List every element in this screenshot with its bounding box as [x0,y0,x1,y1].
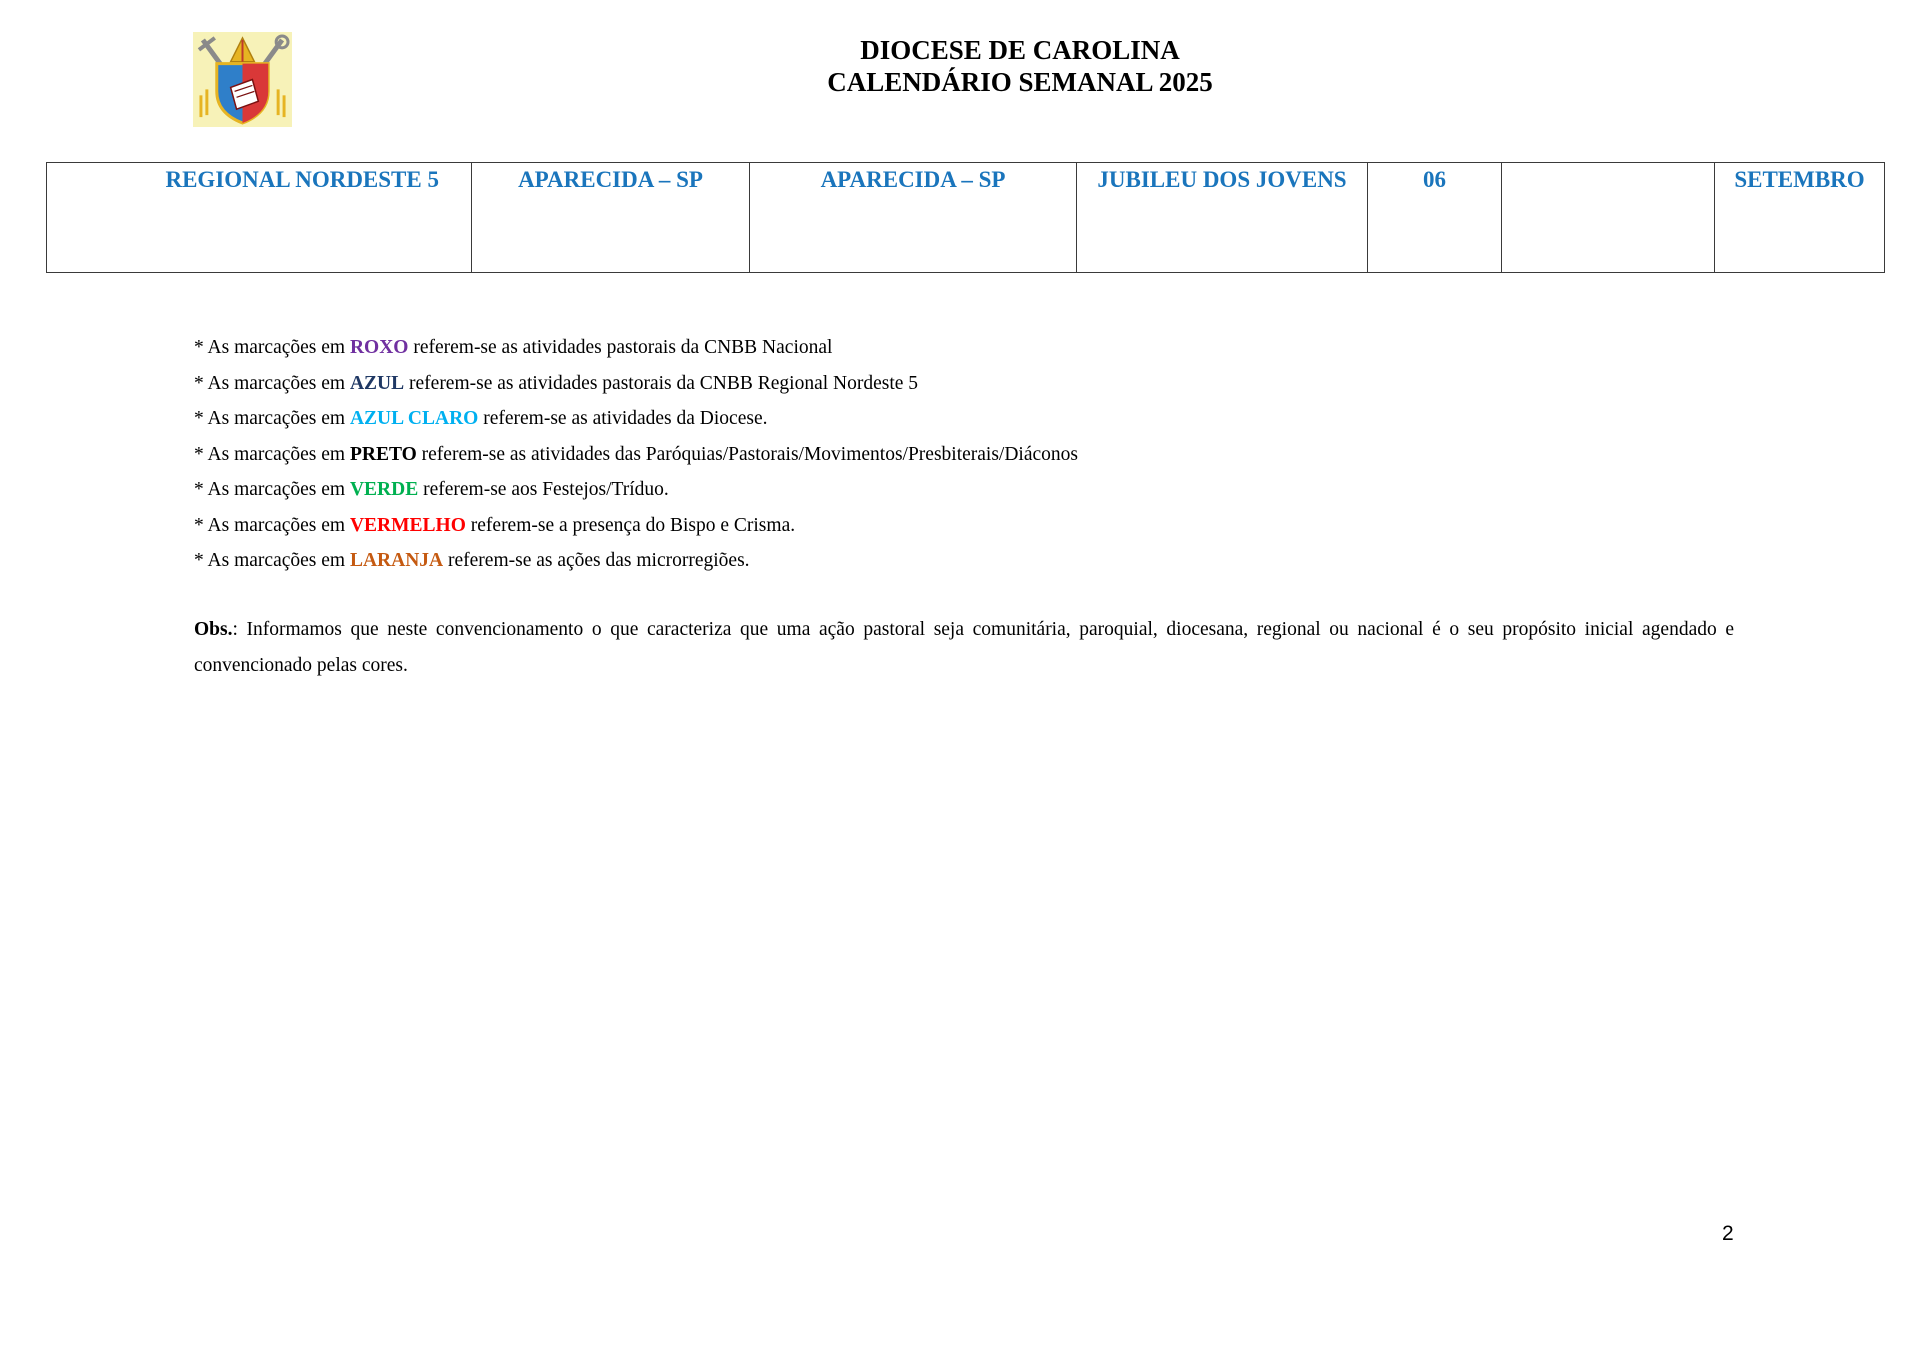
document-header [770,34,1270,98]
legend-line-vermelho [194,508,1754,544]
legend-suffix: referem-se a presença do Bispo e Crisma. [465,514,796,536]
observation-note [194,612,1734,683]
diocese-coat-of-arms-icon [193,32,292,127]
legend-prefix: * As marcações em [194,479,350,500]
legend-keyword: AZUL [349,372,405,394]
legend-keyword: ROXO [349,337,409,358]
legend-prefix: * As marcações em [194,550,350,571]
legend-prefix: * As marcações em [194,443,350,465]
obs-label: Obs. [194,619,233,640]
color-legend [194,330,1754,579]
legend-prefix: * As marcações em [194,372,350,394]
page-number: 2 [1722,1222,1734,1245]
legend-prefix: * As marcações em [194,514,350,536]
legend-line-verde [194,472,1754,508]
legend-line-azul [194,366,1754,402]
legend-line-laranja [194,543,1754,579]
event-location-cell: APARECIDA – SP [750,163,1077,273]
legend-keyword: AZUL CLARO [349,408,479,429]
event-day-cell: 06 [1368,163,1502,273]
event-location-cell: APARECIDA – SP [472,163,750,273]
legend-suffix: referem-se as atividades pastorais da CNBB Nacional [408,337,833,358]
legend-line-azul-claro [194,401,1754,437]
legend-suffix: referem-se as ações das microrregiões. [443,550,750,571]
event-table [46,162,1885,273]
legend-suffix: referem-se as atividades da Diocese. [478,408,768,429]
legend-line-roxo [194,330,1754,366]
legend-prefix: * As marcações em [194,408,350,429]
event-empty-cell [1502,163,1715,273]
obs-text: : Informamos que neste convencionamento o que caracteriza que uma ação pastoral seja comunitária, paroquial, diocesana, regional ou nacional é o seu propósito inicial agendado e convencionado pelas cores. [194,619,1734,676]
event-month-cell: SETEMBRO [1715,163,1885,273]
legend-suffix: referem-se as atividades das Paróquias/Pastorais/Movimentos/Presbiterais/Diáconos [416,443,1079,465]
event-regional-cell: REGIONAL NORDESTE 5 [47,163,472,273]
table-row [47,163,1885,273]
legend-suffix: referem-se as atividades pastorais da CNBB Regional Nordeste 5 [404,372,919,394]
legend-keyword: VERDE [349,479,419,500]
legend-line-preto [194,437,1754,473]
legend-keyword: LARANJA [349,550,444,571]
diocese-title: DIOCESE DE CAROLINA [860,35,1180,65]
event-title-cell: JUBILEU DOS JOVENS [1077,163,1368,273]
calendar-title: CALENDÁRIO SEMANAL 2025 [827,67,1213,97]
legend-prefix: * As marcações em [194,337,350,358]
legend-keyword: VERMELHO [349,514,466,536]
legend-suffix: referem-se aos Festejos/Tríduo. [418,479,669,500]
legend-keyword: PRETO [349,443,417,465]
